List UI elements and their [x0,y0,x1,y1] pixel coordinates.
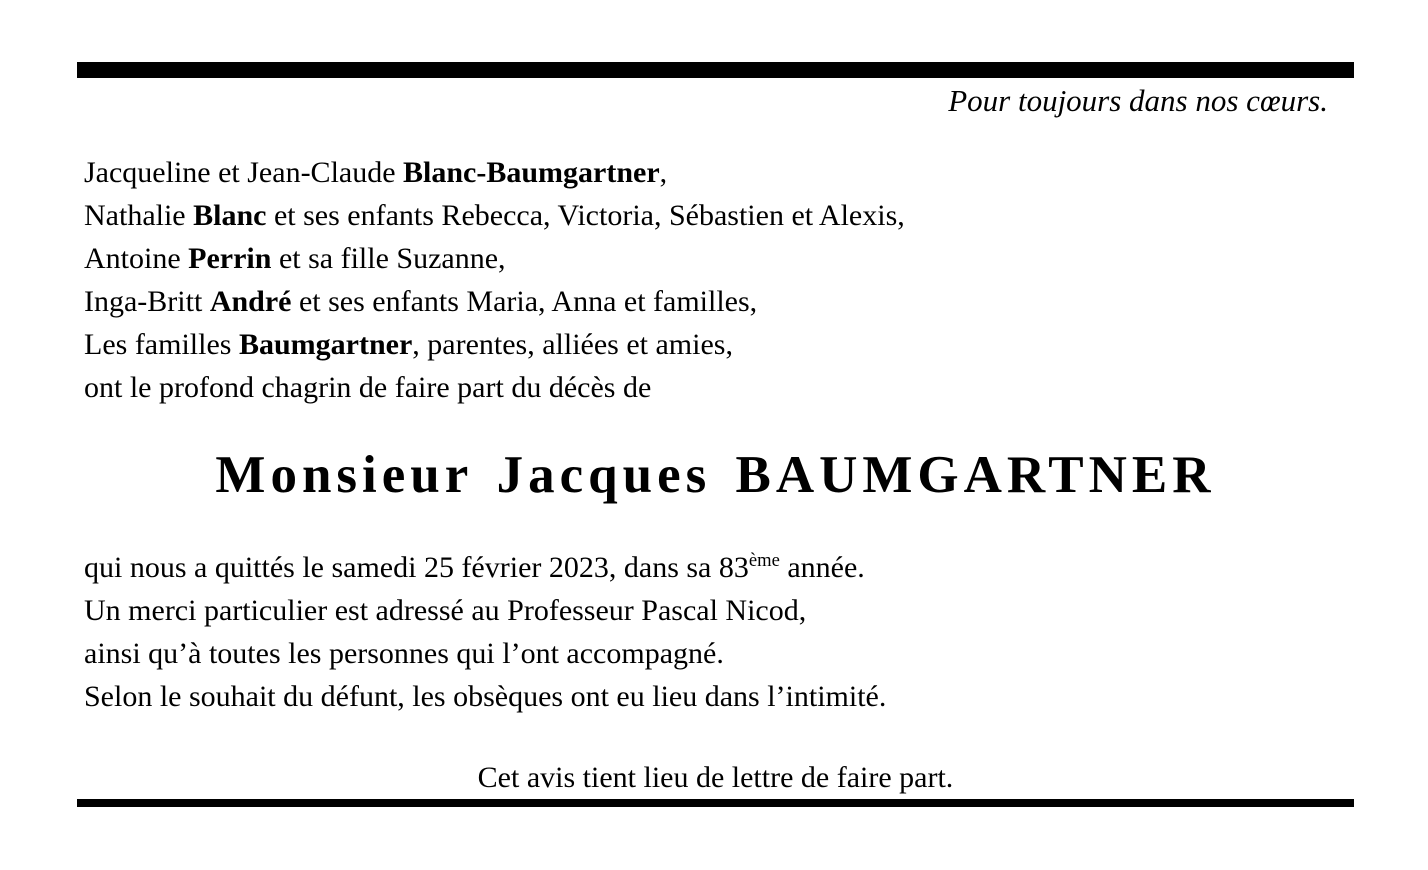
text-segment: ainsi qu’à toutes les personnes qui l’ont accompagné. [84,637,724,670]
text-segment: Inga-Britt [84,285,210,318]
text-segment: Selon le souhait du défunt, les obsèques ont eu lieu dans l’intimité. [84,680,887,713]
text-line [84,546,1344,589]
motto-text: Pour toujours dans nos cœurs. [948,83,1328,118]
family-name-bold: Baumgartner [238,328,413,361]
text-segment: et ses enfants Maria, Anna et familles, [291,285,758,318]
text-segment: Les familles [84,328,239,361]
family-announcement [84,151,1344,409]
family-name-bold: Blanc-Baumgartner [403,156,660,189]
text-segment: Antoine [84,242,189,275]
family-name-bold: Perrin [188,242,272,275]
bottom-rule [77,799,1354,807]
death-details-paragraph [84,546,1344,718]
closing-line: Cet avis tient lieu de lettre de faire part. [477,761,954,794]
text-segment: qui nous a quittés le samedi 25 février 2023, dans sa 83 [84,551,749,584]
text-line [84,151,1344,194]
text-segment: année. [779,551,865,584]
top-rule [77,62,1354,78]
text-line [84,589,1344,632]
ordinal-superscript: ème [748,550,780,571]
text-line [84,632,1344,675]
text-segment: et sa fille Suzanne, [271,242,506,275]
text-segment: Jacqueline et Jean-Claude [84,156,404,189]
text-line [84,366,1344,409]
text-segment: ont le profond chagrin de faire part du décès de [84,371,652,404]
deceased-name-title: Monsieur Jacques BAUMGARTNER [215,446,1216,504]
text-segment: , [659,156,668,189]
text-segment: Un merci particulier est adressé au Professeur Pascal Nicod, [84,594,807,627]
text-segment: , parentes, alliées et amies, [412,328,733,361]
text-line [84,323,1344,366]
text-line [84,194,1344,237]
family-name-bold: Blanc [193,199,267,232]
text-line [84,675,1344,718]
text-segment: Nathalie [84,199,194,232]
text-line [84,280,1344,323]
text-line [84,237,1344,280]
text-segment: et ses enfants Rebecca, Victoria, Sébastien et Alexis, [266,199,905,232]
family-name-bold: André [209,285,292,318]
